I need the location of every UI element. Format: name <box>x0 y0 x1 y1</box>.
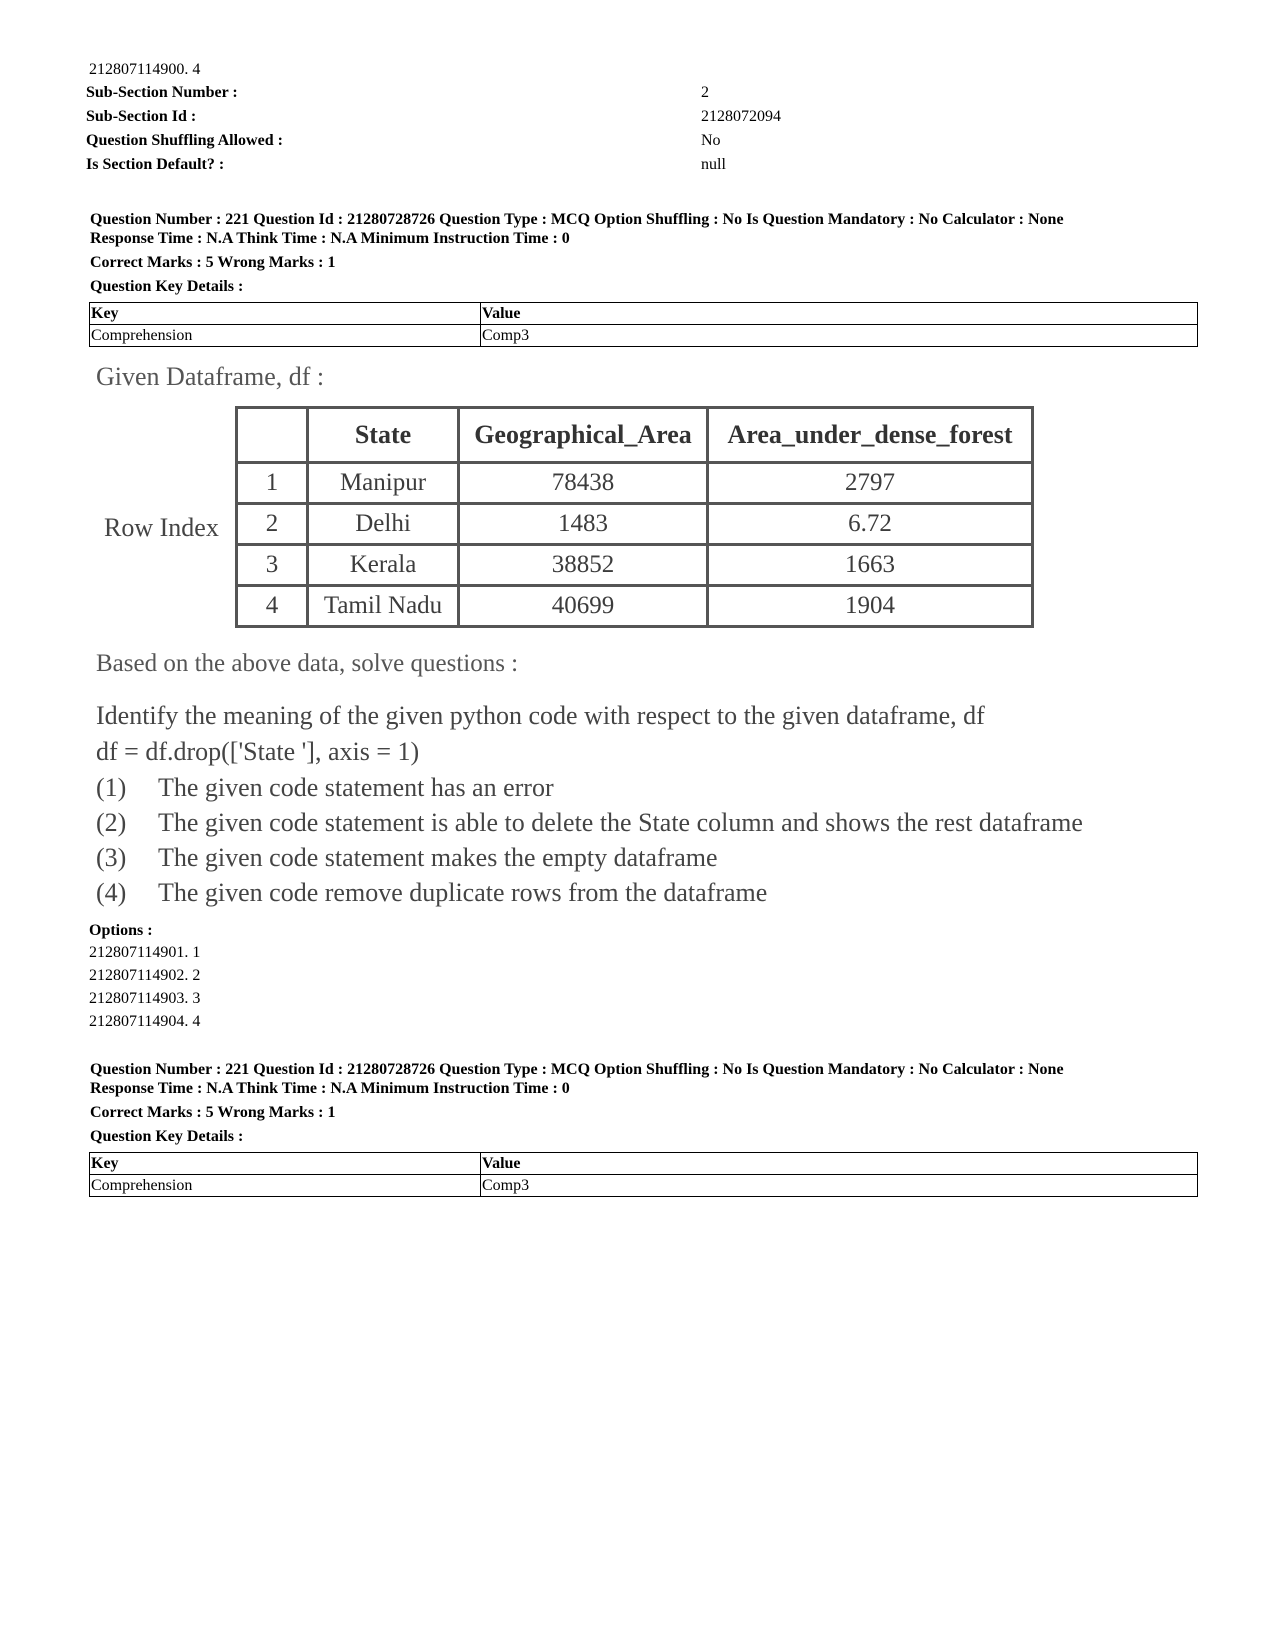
question-text: Identify the meaning of the given python code with respect to the given dataframe, df <box>96 701 985 730</box>
question-key-table <box>89 1152 1198 1197</box>
previous-option-line: 212807114900. 4 <box>89 61 201 78</box>
instruction-note: Based on the above data, solve questions : <box>96 650 519 677</box>
subsection-id-value: 2128072094 <box>701 108 781 125</box>
question-key-table <box>89 302 1198 347</box>
code-statement: df = df.drop(['State '], axis = 1) <box>96 737 420 766</box>
table-cell: 78438 <box>459 463 708 504</box>
subsection-number-row <box>86 84 1186 108</box>
option-id-line: 212807114903. 3 <box>89 990 201 1007</box>
answer-option <box>96 843 718 873</box>
answer-option-text: The given code statement has an error <box>158 773 554 802</box>
dataframe-header-row <box>237 408 1033 463</box>
table-cell: 6.72 <box>708 504 1033 545</box>
section-default-label: Is Section Default? : <box>86 156 225 173</box>
value-cell: Comp3 <box>481 1175 1198 1197</box>
table-cell: 1483 <box>459 504 708 545</box>
scanned-question-image <box>92 358 1202 918</box>
table-row <box>237 504 1033 545</box>
dataframe-header-forest: Area_under_dense_forest <box>708 408 1033 463</box>
question-header-line2: Response Time : N.A Think Time : N.A Minimum Instruction Time : 0 <box>90 1080 570 1097</box>
dataframe-header-state: State <box>308 408 459 463</box>
dataframe-header-geo: Geographical_Area <box>459 408 708 463</box>
table-cell: 3 <box>237 545 308 586</box>
question-header-line1: Question Number : 221 Question Id : 21280728726 Question Type : MCQ Option Shuffling : No Is Question Mandatory : No Calculator : None <box>90 211 1064 228</box>
answer-option-text: The given code statement makes the empty dataframe <box>158 843 718 872</box>
question-marks: Correct Marks : 5 Wrong Marks : 1 <box>90 254 336 271</box>
table-cell: Kerala <box>308 545 459 586</box>
row-index-label: Row Index <box>104 513 219 542</box>
options-label: Options : <box>89 922 153 939</box>
option-id-line: 212807114904. 4 <box>89 1013 201 1030</box>
question-key-details-label: Question Key Details : <box>90 278 244 295</box>
subsection-number-value: 2 <box>701 84 709 101</box>
answer-option-number: (4) <box>96 878 127 907</box>
answer-option <box>96 808 1083 838</box>
key-column-header: Key <box>90 1153 481 1175</box>
table-row <box>237 463 1033 504</box>
table-cell: 1904 <box>708 586 1033 627</box>
value-cell: Comp3 <box>481 325 1198 347</box>
table-cell: 4 <box>237 586 308 627</box>
key-cell: Comprehension <box>90 325 481 347</box>
option-id-line: 212807114902. 2 <box>89 967 201 984</box>
table-cell: 2 <box>237 504 308 545</box>
answer-option-number: (2) <box>96 808 127 837</box>
question-shuffling-value: No <box>701 132 721 149</box>
key-column-header: Key <box>90 303 481 325</box>
question-header-line1: Question Number : 221 Question Id : 21280728726 Question Type : MCQ Option Shuffling : No Is Question Mandatory : No Calculator : None <box>90 1061 1064 1078</box>
question-header-line2: Response Time : N.A Think Time : N.A Minimum Instruction Time : 0 <box>90 230 570 247</box>
table-cell: 2797 <box>708 463 1033 504</box>
table-cell: Manipur <box>308 463 459 504</box>
value-column-header: Value <box>481 303 1198 325</box>
section-default-value: null <box>701 156 726 173</box>
answer-option <box>96 878 767 908</box>
table-cell: Tamil Nadu <box>308 586 459 627</box>
subsection-number-label: Sub-Section Number : <box>86 84 238 101</box>
answer-option-number: (3) <box>96 843 127 872</box>
key-cell: Comprehension <box>90 1175 481 1197</box>
option-id-line: 212807114901. 1 <box>89 944 201 961</box>
table-cell: 1 <box>237 463 308 504</box>
value-column-header: Value <box>481 1153 1198 1175</box>
dataframe-table <box>235 406 1034 628</box>
section-default-row <box>86 156 1186 180</box>
table-cell: 1663 <box>708 545 1033 586</box>
question-key-details-label: Question Key Details : <box>90 1128 244 1145</box>
answer-option-text: The given code statement is able to delete the State column and shows the rest dataframe <box>158 808 1083 837</box>
answer-option-number: (1) <box>96 773 127 802</box>
dataframe-title: Given Dataframe, df : <box>96 362 325 391</box>
table-cell: 40699 <box>459 586 708 627</box>
subsection-id-row <box>86 108 1186 132</box>
question-marks: Correct Marks : 5 Wrong Marks : 1 <box>90 1104 336 1121</box>
answer-option-text: The given code remove duplicate rows from the dataframe <box>158 878 768 907</box>
question-shuffling-label: Question Shuffling Allowed : <box>86 132 283 149</box>
table-cell: Delhi <box>308 504 459 545</box>
answer-option <box>96 773 554 803</box>
table-cell: 38852 <box>459 545 708 586</box>
table-row <box>237 586 1033 627</box>
question-shuffling-row <box>86 132 1186 156</box>
dataframe-header-index <box>237 408 308 463</box>
table-row <box>237 545 1033 586</box>
subsection-id-label: Sub-Section Id : <box>86 108 197 125</box>
